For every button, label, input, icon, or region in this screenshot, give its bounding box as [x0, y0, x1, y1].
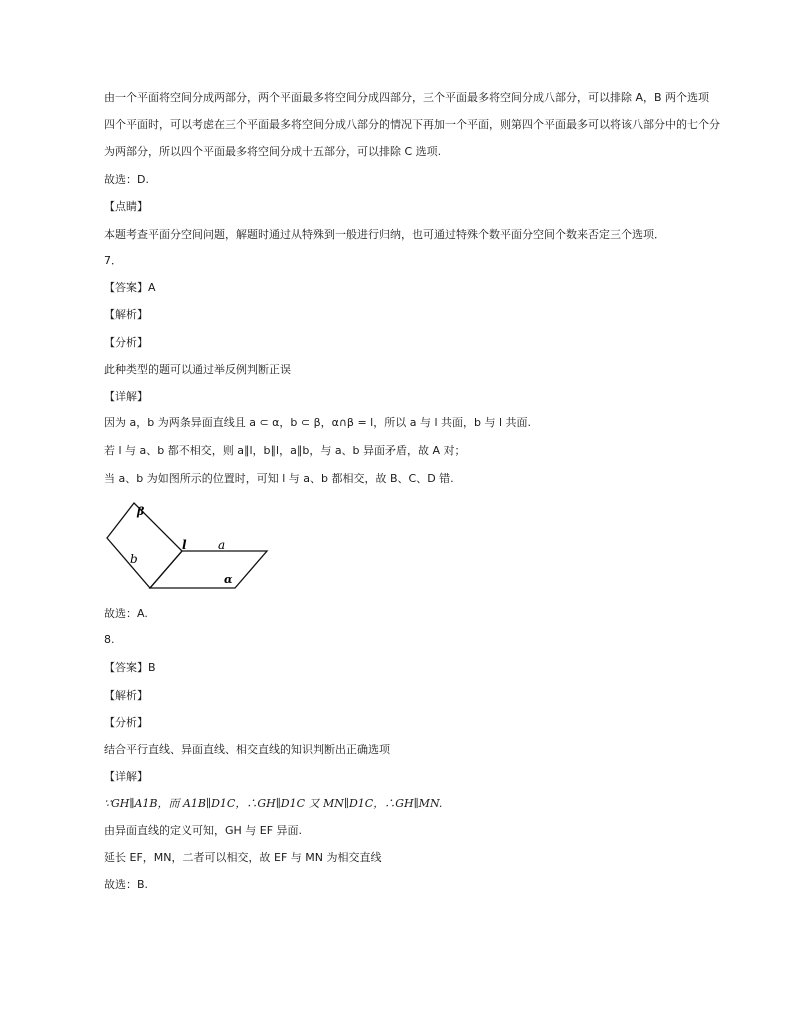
label-b: b — [130, 552, 138, 566]
q8-answer: 【答案】B — [104, 661, 156, 674]
q7-fenxi-heading: 【分析】 — [104, 336, 148, 349]
paragraph-line-3: 为两部分，所以四个平面最多将空间分成十五部分，可以排除 C 选项. — [104, 145, 442, 158]
q8-detail-line-1: ∵GH∥A1B，而 A1B∥D1C，∴GH∥D1C 又 MN∥D1C，∴GH∥MN. — [104, 797, 443, 810]
paragraph-line-1: 由一个平面将空间分成两部分，两个平面最多将空间分成四部分，三个平面最多将空间分成八部分，可以排除 A，B 两个选项 — [104, 91, 710, 104]
q8-fenxi-heading: 【分析】 — [104, 716, 148, 729]
q7-detail-line-3: 当 a、b 为如图所示的位置时，可知 l 与 a、b 都相交，故 B、C、D 错. — [104, 472, 454, 485]
q7-jiexi-heading: 【解析】 — [104, 308, 148, 321]
dianjing-text: 本题考查平面分空间问题，解题时通过从特殊到一般进行归纳，也可通过特殊个数平面分空间个数来否定三个选项． — [104, 228, 665, 241]
question-7-number: 7． — [104, 254, 122, 267]
q7-fenxi-text: 此种类型的题可以通过举反例判断正误 — [104, 363, 291, 376]
planes-figure — [100, 496, 280, 596]
q8-xiangjie-heading: 【详解】 — [104, 770, 148, 783]
q7-answer: 【答案】A — [104, 281, 156, 294]
q7-choice: 故选：A. — [104, 607, 148, 620]
q7-xiangjie-heading: 【详解】 — [104, 390, 148, 403]
question-8-number: 8. — [104, 633, 115, 646]
plane-beta-outline — [107, 503, 182, 588]
paragraph-line-2: 四个平面时，可以考虑在三个平面最多将空间分成八部分的情况下再加一个平面，则第四个平面最多可以将该八部分中的七个分 — [104, 118, 720, 131]
plane-alpha-outline — [150, 551, 267, 588]
q7-detail-line-1: 因为 a，b 为两条异面直线且 a ⊂ α，b ⊂ β，α∩β = l，所以 a 与 l 共面，b 与 l 共面. — [104, 416, 532, 429]
dianjing-heading: 【点睛】 — [104, 200, 148, 213]
q7-detail-line-2: 若 l 与 a、b 都不相交，则 a∥l，b∥l，a∥b，与 a、b 异面矛盾，故 A 对； — [104, 444, 466, 457]
choice-d: 故选：D. — [104, 173, 149, 186]
q8-detail-line-2: 由异面直线的定义可知，GH 与 EF 异面. — [104, 824, 303, 837]
label-alpha: α — [224, 573, 233, 586]
q8-fenxi-text: 结合平行直线、异面直线、相交直线的知识判断出正确选项 — [104, 743, 390, 756]
label-a: a — [218, 538, 226, 552]
q8-choice: 故选：B. — [104, 878, 149, 891]
q8-detail-line-3: 延长 EF，MN，二者可以相交，故 EF 与 MN 为相交直线 — [104, 851, 382, 864]
label-l: l — [182, 538, 187, 552]
label-beta: β — [137, 505, 145, 518]
q8-jiexi-heading: 【解析】 — [104, 689, 148, 702]
